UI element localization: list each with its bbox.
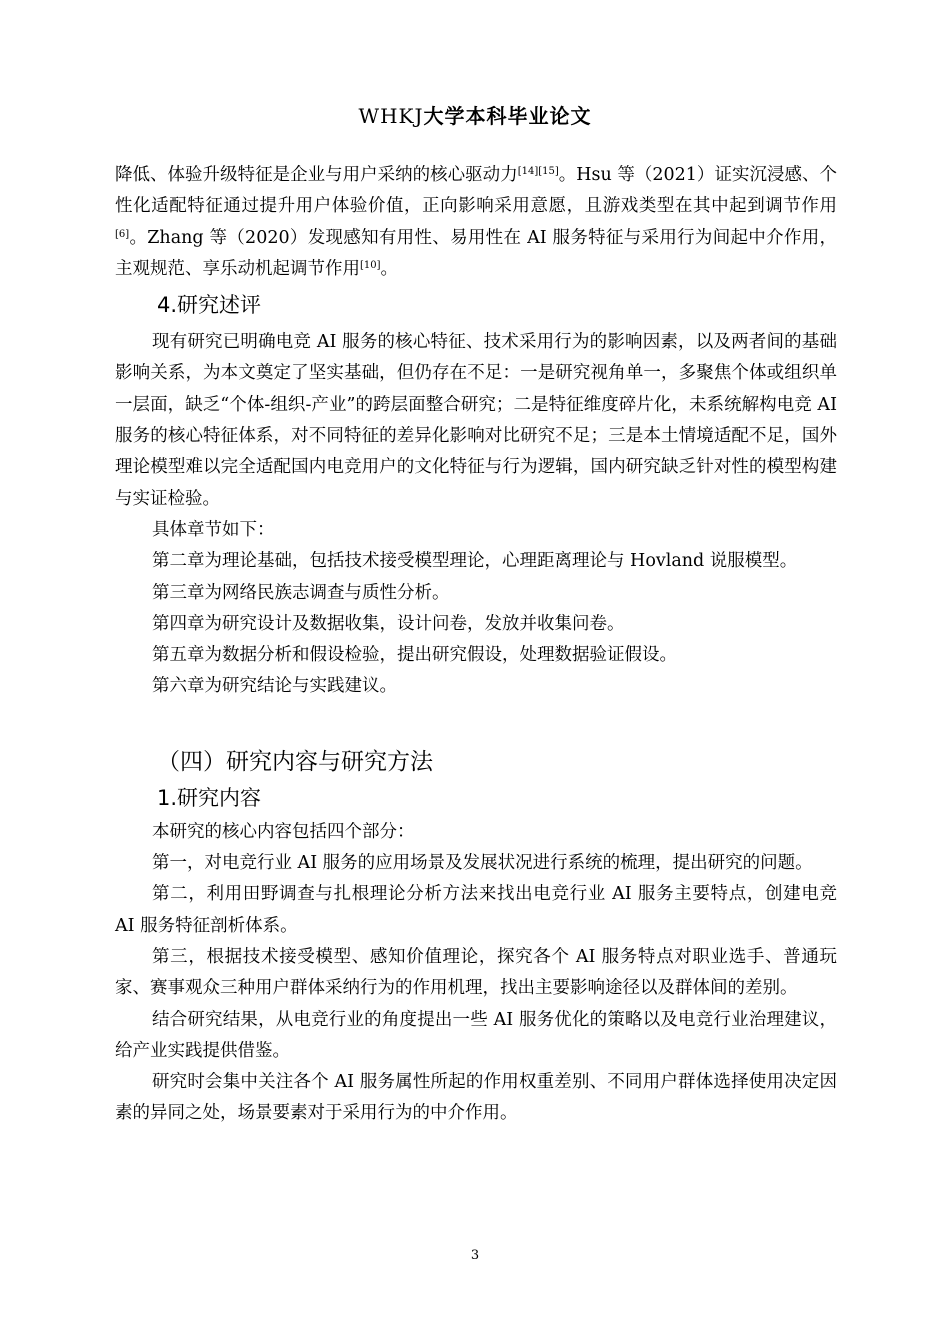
chapters-intro: 具体章节如下： [152,519,275,540]
chapter-line: 第五章为数据分析和假设检验，提出研究假设，处理数据验证假设。 [152,645,677,666]
intro-text-1: 降低、体验升级特征是企业与用户采纳的核心驱动力 [115,165,518,185]
content-paragraph: 结合研究结果，从电竞行业的角度提出一些 AI 服务优化的策略以及电竞行业治理建议，给产业实践提供借鉴。 [115,1009,837,1061]
content-paragraph: 第三，根据技术接受模型、感知价值理论，探究各个 AI 服务特点对职业选手、普通玩家、赛事观众三种用户群体采纳行为的作用机理，找出主要影响途径以及群体间的差别。 [115,946,837,999]
intro-paragraph [115,160,837,285]
intro-text-2: 。Hsu 等（2021）证实沉浸感、个性化适配特征通过提升用户体验价值，正向影响采用意愿，且游戏类型在其中起到调节作用 [115,165,837,217]
chapter-line: 第六章为研究结论与实践建议。 [152,676,397,697]
heading-research-content-methods: （四）研究内容与研究方法 [157,748,433,775]
content-paragraph: 第二，利用田野调查与扎根理论分析方法来找出电竞行业 AI 服务主要特点，创建电竞 AI 服务特征剖析体系。 [115,884,837,936]
page-number: 3 [470,1248,480,1263]
content-paragraph: 研究时会集中关注各个 AI 服务属性所起的作用权重差别、不同用户群体选择使用决定因素的异同之处，场景要素对于采用行为的中介作用。 [115,1072,837,1124]
content-paragraph: 第一，对电竞行业 AI 服务的应用场景及发展状况进行系统的梳理，提出研究的问题。 [152,853,813,874]
chapter-line: 第四章为研究设计及数据收集，设计问卷，发放并收集问卷。 [152,613,625,634]
chapter-line: 第二章为理论基础，包括技术接受模型理论，心理距离理论与 Hovland 说服模型。 [152,551,798,572]
chapter-line: 第三章为网络民族志调查与质性分析。 [152,582,450,603]
heading-research-review: 4.研究述评 [157,293,262,318]
citation-14-15: [14][15] [517,166,559,177]
citation-10: [10] [360,259,381,271]
page-header [0,102,950,130]
heading-research-content: 1.研究内容 [157,785,262,810]
header-prefix: WHKJ [358,104,424,128]
body-content [115,160,837,1130]
content-paragraph: 本研究的核心内容包括四个部分： [152,821,415,842]
citation-6: [6] [115,228,130,240]
review-paragraph: 现有研究已明确电竞 AI 服务的核心特征、技术采用行为的影响因素，以及两者间的基础影响关系，为本文奠定了坚实基础，但仍存在不足：一是研究视角单一，多聚焦个体或组织单一层面，缺乏“个体-组织-产业”的跨层面整合研究；二是特征维度碎片化，未系统解构电竞 AI 服务的核心特征体系，对不同特征的差异化影响对比研究不足；三是本土情境适配不足，国外理论模型难以完全适配国内电竞用户的文化特征与行为逻辑，国内研究缺乏针对性的模型构建与实证检验。 [115,332,837,509]
intro-text-4: 。 [380,258,399,279]
header-title: 大学本科毕业论文 [423,104,592,128]
intro-text-3: 。Zhang 等（2020）发现感知有用性、易用性在 AI 服务特征与采用行为间起中介作用，主观规范、享乐动机起调节作用 [115,227,837,279]
